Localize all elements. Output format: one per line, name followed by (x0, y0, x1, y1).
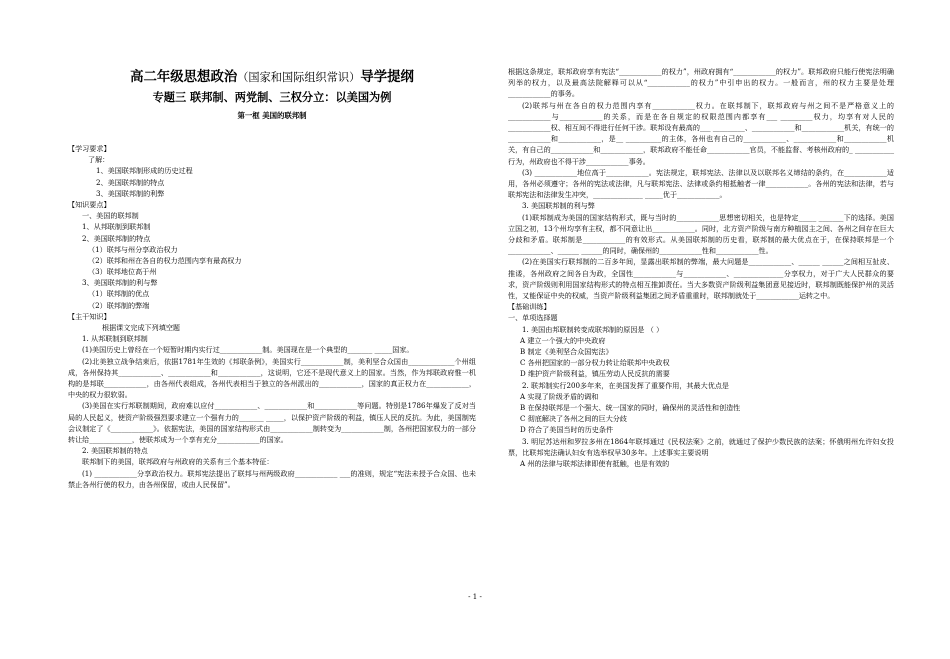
text-line: 1. 美国由邦联制转变成联邦制的原因是 （ ） (522, 324, 664, 334)
text-line: (2)北美独立战争结束后，依据1781年生效的《邦联条例》，美国实行____________制，美利坚合众国由_____________个州组成，各州保持其____________、____________和____________，这说明，它还不是现代意义上的国家。当然，作为邦联政府惟一机构的是邦联____________，由各州代表组成，各州代表相当于独立的各州派出的____________，国家的真正权力在____________，中央的权力很软弱。 (68, 356, 476, 400)
text-line: 1、美国联邦制形成的历史过程 (96, 166, 193, 176)
text-line: 3、美国联邦制的利弊 (96, 188, 165, 198)
text-line: D 符合了美国当时的历史条件 (520, 425, 614, 435)
left-body (68, 143, 476, 490)
text-line: （2）联邦制的弊端 (88, 300, 150, 310)
text-line: (2)联邦与州在各自的权力范围内享有____________权力。在联邦制下，联邦政府与州之间不是严格意义上的____________与____________的关系，而是在各自规定的权限范围内都享有___ _________权力，均享有对人民的____________权、相互间不得进行任何干涉。联邦设有最高的___ _________、____________和____________机关，有统一的____________和____________，是__ __________的主体，各州也有自己的____________、____________和____________机关，有自己的____________和____________，联邦政府不能任命____________官员，不能监督、考核州政府的_ ___________行为，州政府也不得干涉____________事务。 (508, 100, 894, 166)
text-line: （1）联邦制的优点 (88, 289, 150, 299)
document-title (68, 69, 476, 85)
text-line: (1)联邦制成为美国的国家结构形式，既与当时的____________思想密切相关，也是特定_____ _______下的选择。美国立国之初，13个州均享有主权，都不同意让出____________。同时，北方资产阶级与南方种植园主之间、各州之间存在巨大分歧和矛盾。联邦制是____________的有效形式。从美国联邦制的历史看，联邦制的最大优点在于，在保持联邦是一个____________、______ ______的同时，确保州的____________性和____________性。 (508, 212, 894, 256)
text-line: 联邦制下的美国，联邦政府与州政府的关系有三个基本特征： (82, 457, 274, 467)
title-suffix: 导学提纲 (360, 69, 414, 85)
text-line: 2. 联邦制实行200多年来，在美国发挥了重要作用，其最大优点是 (522, 380, 729, 390)
text-line: （2）联邦和州在各自的权力范围内享有最高权力 (88, 255, 242, 265)
text-line: 1. 从邦联制到联邦制 (82, 334, 148, 344)
text-line: A 实现了阶级矛盾的调和 (520, 391, 599, 401)
text-line: (1)美国历史上曾经在一个短暂时期内实行过____________制。美国现在是一个典型的_______ _____国家。 (82, 345, 414, 355)
text-line: （1）联邦与州分享政治权力 (88, 244, 178, 254)
text-line: A 建立一个强大的中央政府 (520, 335, 606, 345)
text-line: (2)在美国实行联邦制的二百多年间，显露出联邦制的弊端，最大问题是____________、______ ______之间相互扯皮、推诿，各州政府之间各自为政，全国性____________与____________、______________分享权力，对于广大人民群众的要求，资产阶级则利用国家结构形式的特点相互推卸责任。当大多数资产阶级利益集团意见接近时，联邦制既能保护州的灵活性，又能保证中央的权威，当资产阶级利益集团之间矛盾重重时，联邦制就处于____________运转之中。 (508, 257, 894, 301)
text-line: 了解： (88, 155, 110, 165)
text-line: (3) ____________地位高于____________。宪法规定，联邦宪法、法律以及以联邦名义缔结的条约，在____________适用，各州必须遵守；各州的宪法或法律，凡与联邦宪法、法律或条约相抵触者一律____________。各州的宪法和法律，若与联邦宪法和法律发生冲突，______________ _____优于____________。 (508, 167, 894, 200)
text-line: （3）联邦地位高于州 (88, 267, 157, 277)
text-line: 1、从邦联制到联邦制 (82, 222, 151, 232)
text-line: C 彻底解决了各州之间的巨大分歧 (520, 414, 627, 424)
text-line: C 各州把国家的一部分权力转让给联邦中央政权 (520, 358, 670, 368)
page-number: - 1 - (468, 593, 482, 601)
text-line: 一、单项选择题 (508, 313, 558, 323)
text-line: 2、美国联邦制的特点 (96, 177, 165, 187)
text-line: 根据这条规定，联邦政府享有宪法“____________的权力”，州政府拥有“____________的权力”。联邦政府只能行使宪法明确列举的权力，以及最高法院解释可以从“____________的权力”中引申出的权力。一般而言，州的权力主要是处理____________的事务。 (508, 67, 894, 99)
text-line: 2. 美国联邦制的特点 (82, 446, 148, 456)
text-line: 2、美国联邦制的特点 (82, 233, 151, 243)
right-body (508, 66, 894, 469)
text-line: 3. 美国联邦制的利与弊 (522, 201, 595, 211)
text-line: D 维护资产阶级利益，镇压劳动人民反抗的需要 (520, 369, 670, 379)
title-main: 高二年级思想政治 (130, 69, 238, 85)
text-line: B 在保持联邦是一个强大、统一国家的同时，确保州的灵活性和创造性 (520, 402, 741, 412)
text-line: (3)美国在实行邦联制期间，政府难以应付____________、____________和____________等问题。特别是1786年爆发了反对当局的人民起义，使资产阶级强烈要求建立一个强有力的_______ _____，以保护资产阶级的利益，镇压人民的反抗。为此，美国制宪会议制定了《____________》。依据宪法，美国的国家结构形式由____________制转变为____________制，各州把国家权力的一部分转让给____________，使联邦成为一个享有充分____________的国家。 (68, 401, 476, 444)
text-line: 一、美国的联邦制 (82, 211, 139, 221)
text-line: A 州的法律与联邦法律即使有抵触，也是有效的 (520, 458, 670, 468)
text-line: 3、美国联邦制的利与弊 (82, 278, 158, 288)
text-line: 【学习要求】 (68, 144, 111, 153)
text-line: 3. 明尼苏达州和罗拉多州在1864年联邦通过《民权法案》之前，就通过了保护少数民族的法案；怀俄明州允许妇女投票，比联邦宪法确认妇女有选举权早30多年。上述事实主要说明 (508, 436, 894, 457)
text-line: 【知识要点】 (68, 199, 111, 209)
text-line: B 制定《美利坚合众国宪法》 (520, 347, 613, 356)
section-title: 第一框 美国的联邦制 (237, 111, 307, 120)
text-line: 根据课文完成下列填空题 (102, 323, 181, 332)
text-line: (1) ____________分享政治权力。联邦宪法提出了联邦与州两级政府____________ ___的准则，规定“宪法未授予合众国、也未禁止各州行使的权力，由各州保留，或由人民保留”。 (68, 468, 476, 489)
text-line: 【主干知识】 (68, 311, 111, 321)
text-line: 【基础训练】 (508, 302, 551, 312)
title-paren: （国家和国际组织常识） (237, 71, 361, 84)
topic-title: 专题三 联邦制、两党制、三权分立：以美国为例 (152, 90, 392, 104)
